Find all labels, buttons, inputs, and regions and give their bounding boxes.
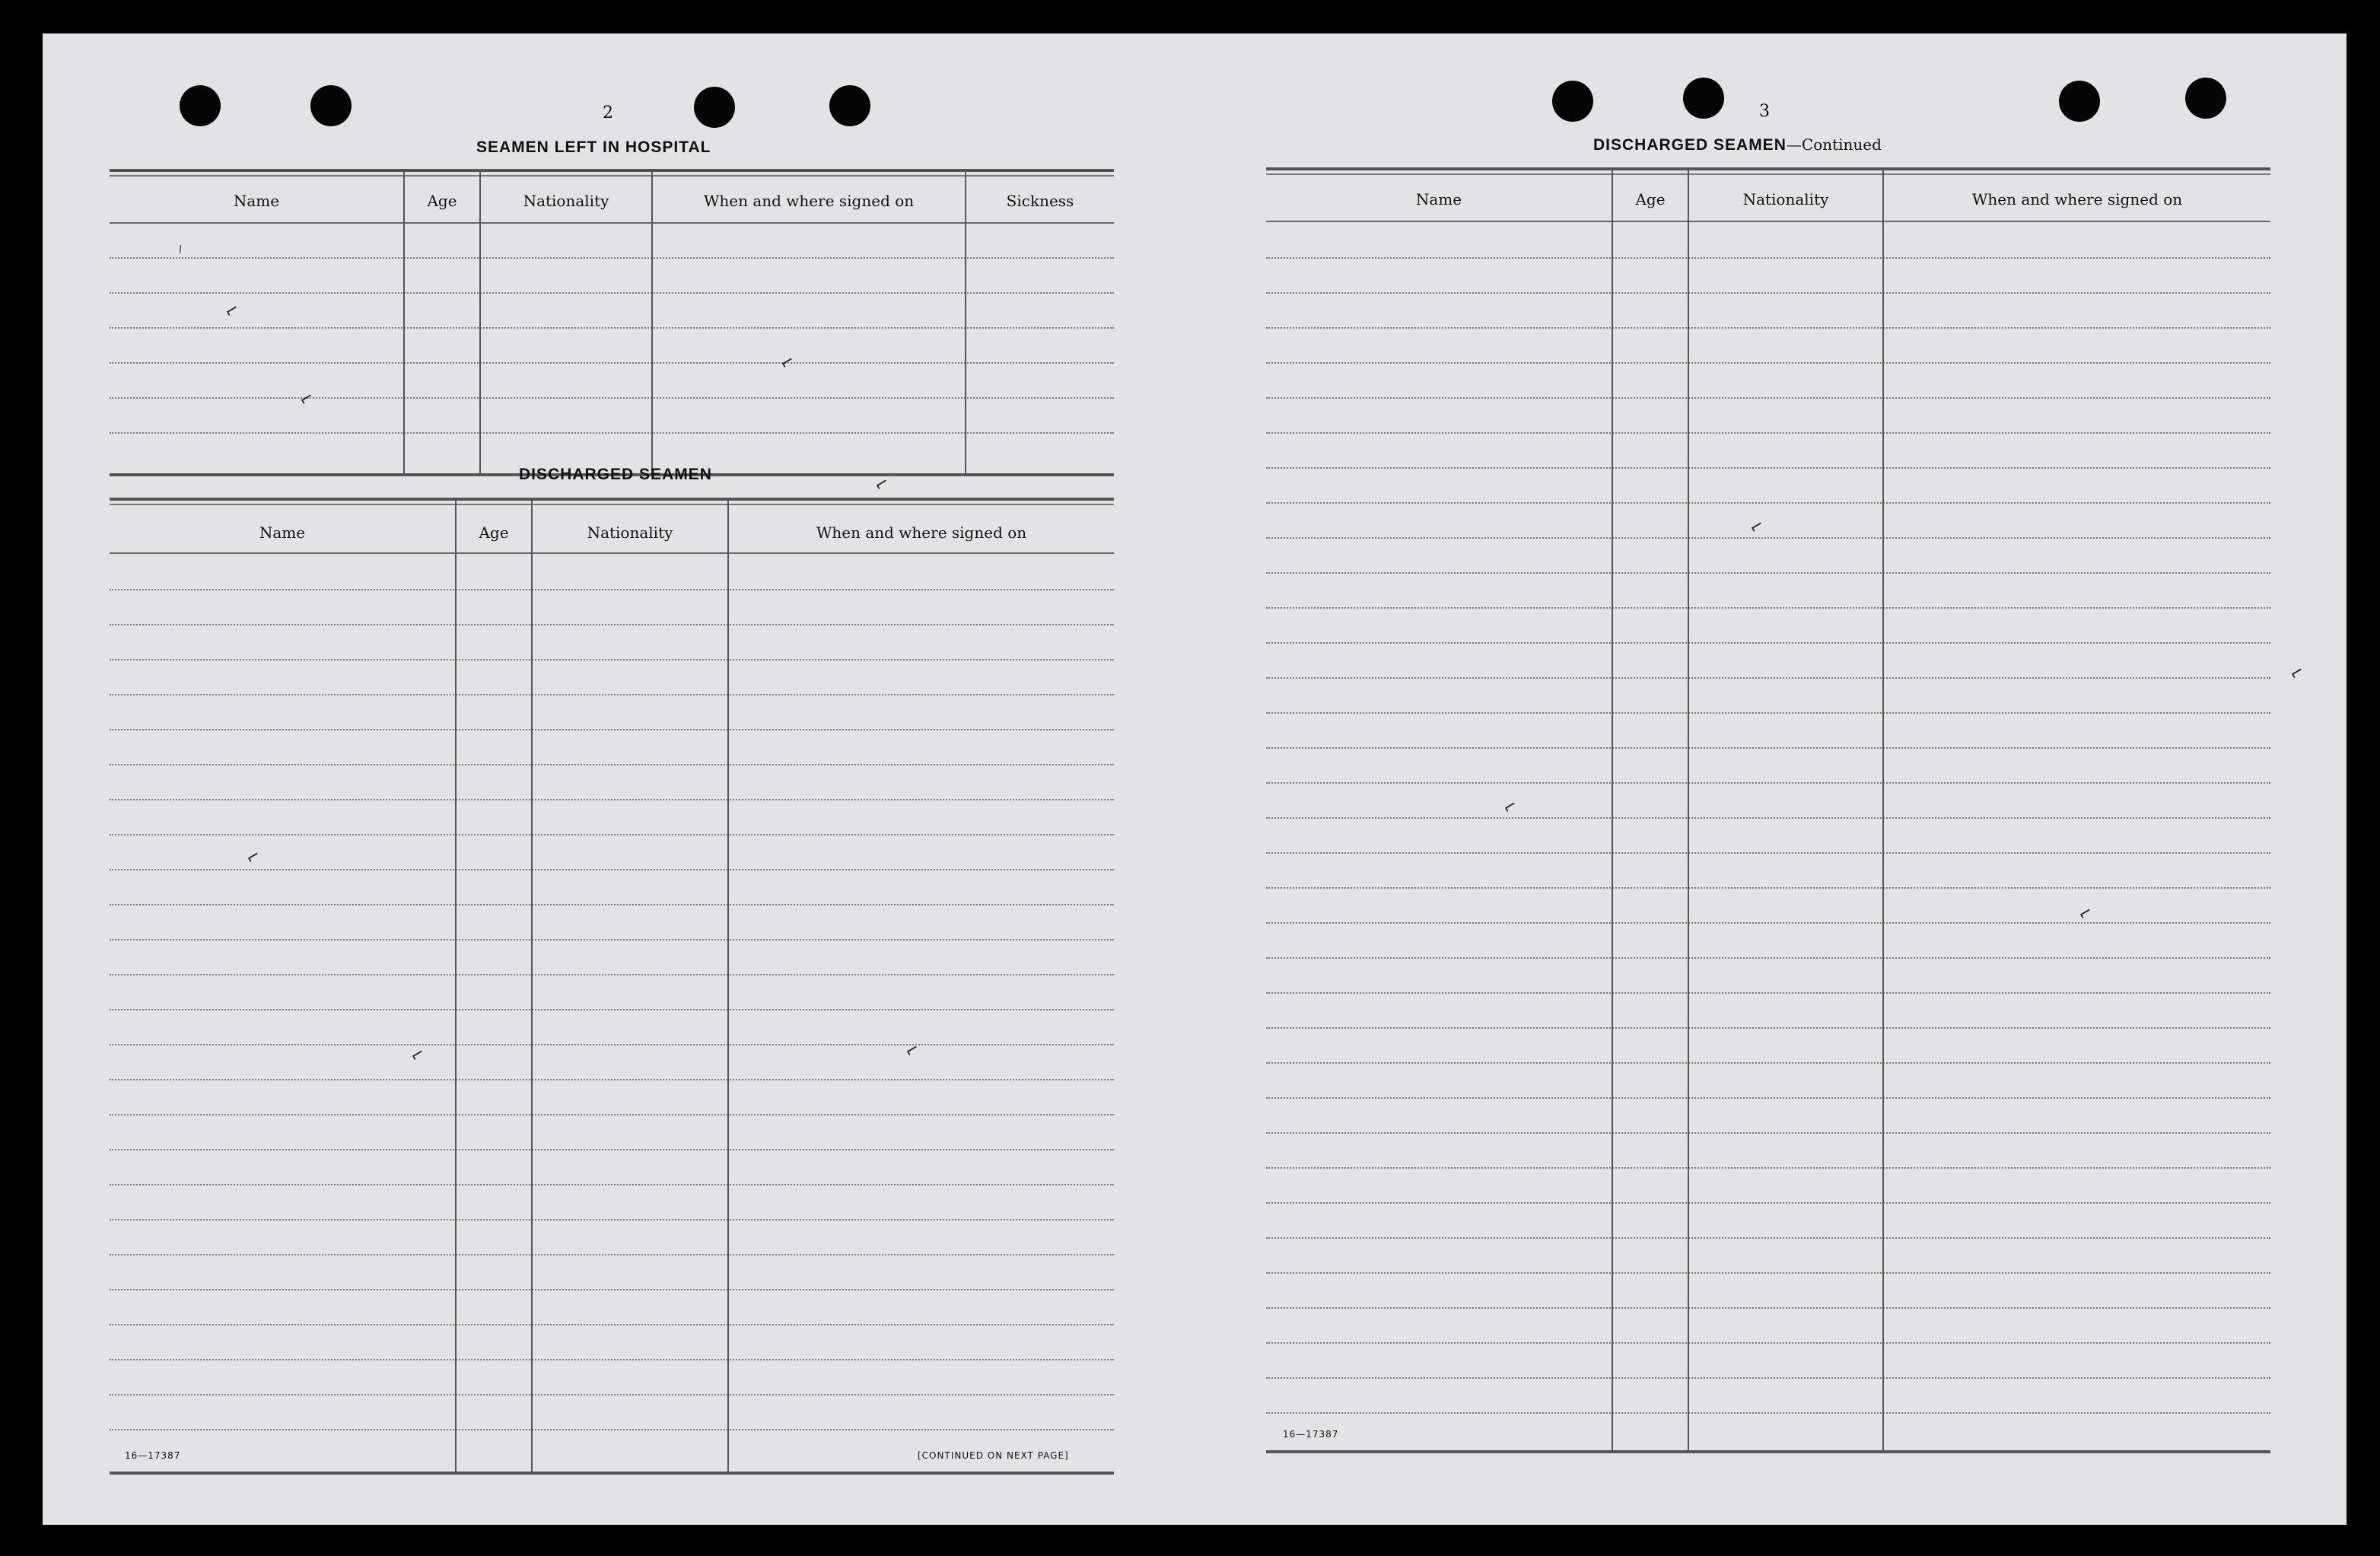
stray-mark: ⌐ <box>776 351 799 374</box>
stray-mark: ⌐ <box>1745 515 1768 539</box>
stray-mark: ⌐ <box>221 299 243 323</box>
hospital-col-age: Age <box>427 192 457 210</box>
hospital-col-nationality: Nationality <box>523 192 609 210</box>
discharged-left-col-name: Name <box>259 523 306 542</box>
form-number-left: 16—17387 <box>125 1450 181 1461</box>
continued-note: [CONTINUED ON NEXT PAGE] <box>918 1450 1069 1461</box>
discharged-table-right <box>1266 167 2270 1461</box>
discharged-section-title-right <box>1593 135 1882 154</box>
document-sheet <box>43 33 2347 1525</box>
punch-hole <box>310 85 352 126</box>
stray-mark: ⌐ <box>2074 902 2097 925</box>
stray-mark: ⌐ <box>242 845 265 869</box>
stray-mark: ⌐ <box>1499 795 1522 819</box>
stray-mark: ⸝ <box>169 237 188 257</box>
punch-hole <box>1552 81 1593 122</box>
punch-hole <box>2185 78 2226 119</box>
discharged-left-col-nationality: Nationality <box>587 523 673 542</box>
discharged-section-title-left: DISCHARGED SEAMEN <box>519 466 712 483</box>
discharged-title-right-suffix: —Continued <box>1786 135 1882 154</box>
hospital-section-title: SEAMEN LEFT IN HOSPITAL <box>476 138 711 156</box>
discharged-left-col-signed-on: When and where signed on <box>816 523 1027 542</box>
stray-mark: ⌐ <box>870 473 893 496</box>
hospital-table <box>110 169 1114 481</box>
discharged-table-left <box>110 498 1114 1487</box>
discharged-right-col-age: Age <box>1635 190 1666 208</box>
hospital-col-name: Name <box>233 192 280 210</box>
hospital-col-sickness: Sickness <box>1006 192 1074 210</box>
page-number-left: 2 <box>603 103 613 123</box>
page-number-right: 3 <box>1759 102 1770 121</box>
stray-mark: ⌐ <box>2286 661 2308 685</box>
discharged-right-col-nationality: Nationality <box>1742 190 1829 208</box>
punch-hole <box>694 87 735 128</box>
stray-mark: ⌐ <box>295 387 318 411</box>
stray-mark: ⌐ <box>406 1043 429 1067</box>
punch-hole <box>1683 78 1724 119</box>
hospital-col-signed-on: When and where signed on <box>703 192 915 210</box>
discharged-title-right-main: DISCHARGED SEAMEN <box>1593 136 1787 154</box>
punch-hole <box>180 85 221 126</box>
discharged-left-col-age: Age <box>479 523 509 542</box>
discharged-right-col-signed-on: When and where signed on <box>1971 190 2183 208</box>
punch-hole <box>829 85 870 126</box>
punch-hole <box>2059 81 2100 122</box>
form-number-right: 16—17387 <box>1283 1429 1339 1440</box>
discharged-right-col-name: Name <box>1415 190 1462 208</box>
stray-mark: ⌐ <box>901 1039 924 1062</box>
